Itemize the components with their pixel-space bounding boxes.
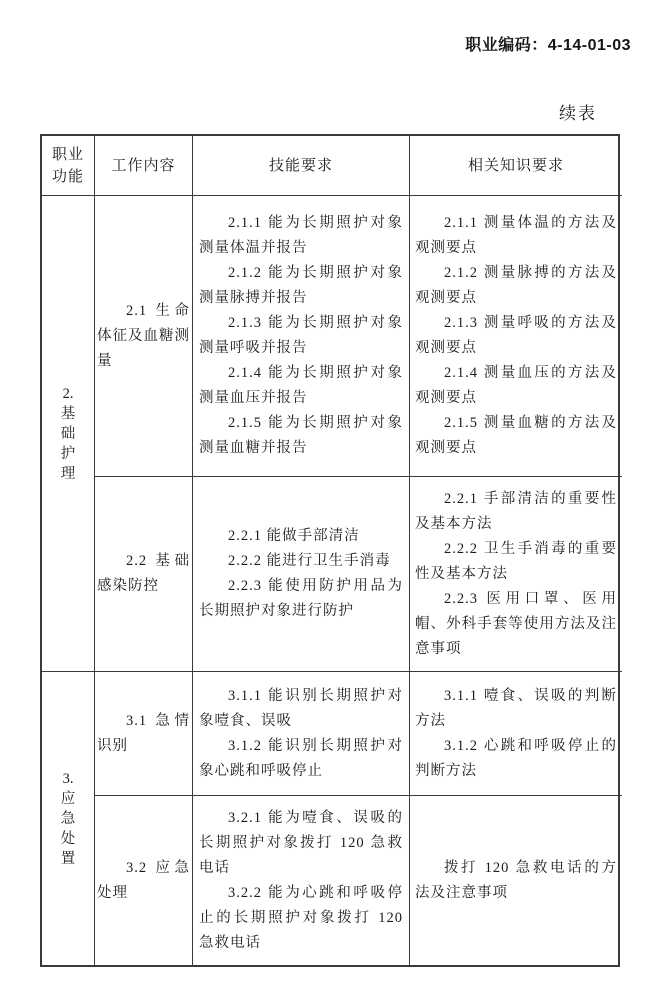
knowledge-item: 2.2.3 医用口罩、医用帽、外科手套等使用方法及注意事项 [415, 590, 617, 657]
occupation-code: 职业编码：4-14-01-03 [465, 37, 631, 54]
knowledge-item: 2.1.4 测量血压的方法及观测要点 [415, 365, 617, 406]
knowledge-item: 2.1.2 测量脉搏的方法及观测要点 [415, 265, 617, 306]
function-number: 2. [62, 385, 74, 402]
knowledge-item: 拨打 120 急救电话的方法及注意事项 [415, 859, 617, 901]
skill-item: 3.2.1 能为噎食、误吸的长期照护对象拨打 120 急救电话 [199, 809, 403, 876]
work-content-cell-2-2 [95, 477, 193, 672]
continued-table-label: 续表 [559, 104, 597, 123]
knowledge-item: 2.1.3 测量呼吸的方法及观测要点 [415, 315, 617, 356]
knowledge-item: 2.2.2 卫生手消毒的重要性及基本方法 [415, 540, 617, 582]
knowledge-item: 2.2.1 手部清洁的重要性及基本方法 [415, 490, 617, 532]
skill-item: 2.2.2 能进行卫生手消毒 [228, 553, 391, 569]
skills-cell-2-1 [193, 196, 410, 477]
knowledge-item: 3.1.2 心跳和呼吸停止的判断方法 [415, 737, 617, 779]
skill-item: 2.1.3 能为长期照护对象测量呼吸并报告 [199, 315, 403, 356]
skill-item: 2.1.1 能为长期照护对象测量体温并报告 [199, 215, 403, 256]
function-cell-basic-nursing: 2. 基 础 护 理 [42, 196, 95, 672]
knowledge-cell-3-2 [410, 796, 622, 965]
work-content-text: 3.2 应急处理 [97, 859, 190, 901]
work-content-text: 2.1 生命体征及血糖测量 [97, 302, 190, 369]
header-work-content: 工作内容 [95, 136, 193, 196]
skill-item: 3.1.2 能识别长期照护对象心跳和呼吸停止 [199, 737, 403, 779]
work-content-text: 3.1 急情识别 [97, 712, 190, 754]
function-cell-emergency-response: 3. 应 急 处 置 [42, 672, 95, 965]
skill-item: 2.2.3 能使用防护用品为长期照护对象进行防护 [199, 578, 403, 619]
skill-item: 2.1.5 能为长期照护对象测量血糖并报告 [199, 415, 403, 456]
skill-item: 2.2.1 能做手部清洁 [228, 528, 360, 544]
knowledge-item: 2.1.5 测量血糖的方法及观测要点 [415, 415, 617, 456]
skills-cell-2-2 [193, 477, 410, 672]
skill-item: 2.1.2 能为长期照护对象测量脉搏并报告 [199, 265, 403, 306]
knowledge-cell-2-2 [410, 477, 622, 672]
knowledge-cell-2-1 [410, 196, 622, 477]
knowledge-item: 2.1.1 测量体温的方法及观测要点 [415, 215, 617, 256]
knowledge-item: 3.1.1 噎食、误吸的判断方法 [415, 687, 617, 729]
work-content-cell-3-1 [95, 672, 193, 796]
skills-cell-3-1 [193, 672, 410, 796]
header-knowledge-requirements: 相关知识要求 [410, 136, 622, 196]
skill-item: 2.1.4 能为长期照护对象测量血压并报告 [199, 365, 403, 406]
header-occupational-function-line2: 功能 [51, 168, 84, 185]
header-occupational-function [42, 136, 95, 196]
skill-requirements-table [40, 134, 620, 967]
skill-item: 3.2.2 能为心跳和呼吸停止的长期照护对象拨打 120 急救电话 [199, 884, 403, 951]
skill-item: 3.1.1 能识别长期照护对象噎食、误吸 [199, 687, 403, 729]
skills-cell-3-2 [193, 796, 410, 965]
knowledge-cell-3-1 [410, 672, 622, 796]
function-number: 3. [62, 770, 74, 787]
work-content-cell-2-1 [95, 196, 193, 477]
header-occupational-function-line1: 职业 [51, 146, 84, 163]
work-content-cell-3-2 [95, 796, 193, 965]
work-content-text: 2.2 基础感染防控 [97, 553, 190, 594]
header-skill-requirements: 技能要求 [193, 136, 410, 196]
